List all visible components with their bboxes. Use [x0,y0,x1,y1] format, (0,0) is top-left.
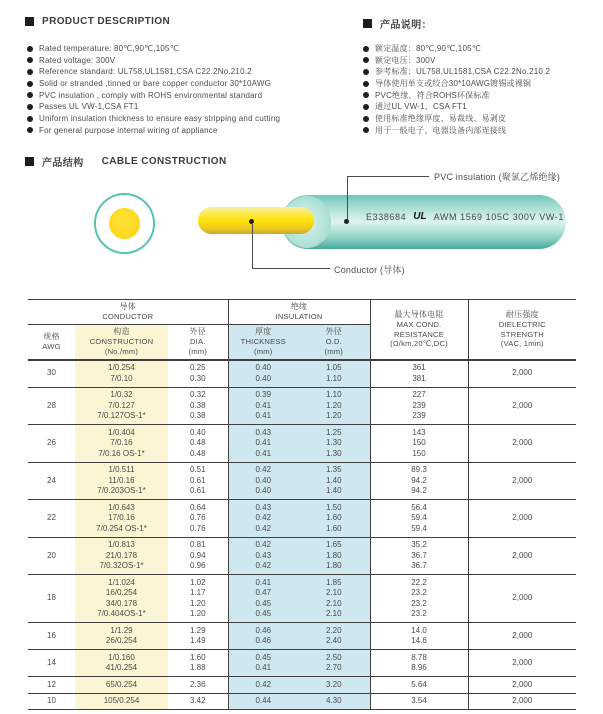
thickness-header: 厚度 THICKNESS (mm) [228,324,298,360]
spec-row-awg-24 [28,462,576,500]
bullet-icon [27,104,33,110]
conductor-group-header [28,300,228,325]
conductor-group-en: CONDUCTOR [102,312,154,321]
od-cell: 1.05 1.10 [298,360,370,388]
conductor-label: Conductor (导体) [334,265,405,275]
bullet-text: Solid or stranded ,tinned or bare copper conductor 30*10AWG [39,79,272,89]
conductor-leader-dot [249,219,254,224]
thickness-cell: 0.42 0.40 0.40 [228,462,298,500]
construction-cell: 105/0.254 [75,693,168,710]
bullet-icon [363,104,369,110]
conductor-leader-vline [252,224,253,269]
bullet-text: Rated voltage: 300V [39,55,116,65]
cable-construction-title [25,154,227,169]
construction-cell: 1/1.024 16/0.254 34/0.178 7/0.404OS-1* [75,575,168,623]
resistance-cell: 361 381 [370,360,468,388]
resistance-cell: 14.0 14.6 [370,623,468,650]
spec-row-awg-20 [28,537,576,575]
bullet-icon [27,46,33,52]
awg-cell: 26 [28,425,75,463]
insulation-group-header [228,300,370,325]
cable-conductor [198,207,314,234]
resistance-header: 最大导体电阻 MAX.COND. RESISTANCE (Ω/km,20℃,DC) [370,300,468,360]
construction-cell: 1/1.29 26/0.254 [75,623,168,650]
dia-cell: 1.29 1.49 [168,623,228,650]
dielectric-cell: 2,000 [468,425,576,463]
resistance-cell: 3.54 [370,693,468,710]
bullet-item [363,56,550,65]
od-cell: 2.50 2.70 [298,650,370,677]
bullet-icon [27,69,33,75]
resistance-cell: 22.2 23.2 23.2 23.2 [370,575,468,623]
bullet-item [27,126,280,135]
thickness-cell: 0.40 0.40 [228,360,298,388]
pvc-insulation-label: PVC insulation (聚氯乙烯绝缘) [434,172,561,182]
dielectric-cell: 2,000 [468,537,576,575]
spec-row-awg-14 [28,650,576,677]
bullet-item [363,114,550,123]
spec-row-awg-30 [28,360,576,388]
bullet-text: PVC insulation , comply with ROHS environmental standard [39,90,263,100]
awg-cell: 24 [28,462,75,500]
bullet-icon [27,81,33,87]
od-cell: 2.20 2.40 [298,623,370,650]
bullet-icon [363,57,369,63]
product-description-cn-title [363,16,432,31]
bullet-item [363,67,550,76]
bullet-icon [363,81,369,87]
bullet-text: PVC绝缘，符合ROHS环保标准 [375,90,490,100]
thickness-cell: 0.45 0.41 [228,650,298,677]
insulation-group-en: INSULATION [275,312,323,321]
dia-header: 外径 DIA. (mm) [168,324,228,360]
conductor-core-circle [109,208,140,239]
resistance-cell: 56.4 59.4 59.4 [370,500,468,538]
spec-row-awg-22 [28,500,576,538]
product-description-cn-title-text: 产品说明： [380,20,432,31]
od-cell: 1.85 2.10 2.10 2.10 [298,575,370,623]
thickness-cell: 0.39 0.41 0.41 [228,387,298,425]
bullet-text: 使用标准绝缘厚度、易裁线、易剥皮 [375,114,507,124]
bullet-item [27,79,280,88]
construction-cell: 1/0.511 11/0.16 7/0.203OS-1* [75,462,168,500]
bullet-item [363,44,550,53]
bullet-text: 导体使用单支或绞合30*10AWG镀锡或裸铜 [375,79,532,89]
spec-row-awg-26 [28,425,576,463]
bullet-icon [27,92,33,98]
thickness-cell: 0.42 [228,677,298,694]
product-description-title-text: PRODUCT DESCRIPTION [42,16,171,27]
dia-cell: 2.36 [168,677,228,694]
thickness-cell: 0.41 0.47 0.45 0.45 [228,575,298,623]
resistance-cell: 35.2 36.7 36.7 [370,537,468,575]
bullet-icon [363,116,369,122]
bullet-text: Reference standard: UL758,UL1581,CSA C22.2No.210.2 [39,67,252,77]
dielectric-cell: 2,000 [468,693,576,710]
dielectric-cell: 2,000 [468,387,576,425]
insulation-group-cn: 绝缘 [290,302,308,311]
bullet-item [363,126,550,135]
bullet-item [27,91,280,100]
dielectric-cell: 2,000 [468,575,576,623]
product-description-cn-list [363,44,550,135]
construction-header: 构造 CONSTRUCTION (No./mm) [75,324,168,360]
bullet-text: Rated temperature: 80℃,90℃,105℃ [39,44,179,53]
dielectric-cell: 2,000 [468,650,576,677]
product-description-title [25,16,170,27]
spec-table-body [28,360,576,710]
od-cell: 1.25 1.30 1.30 [298,425,370,463]
awg-cell: 12 [28,677,75,694]
bullet-icon [363,127,369,133]
bullet-text: 参考标准：UL758,UL1581,CSA C22.2No.210.2 [375,67,551,77]
construction-cell: 1/0.643 17/0.16 7/0.254 OS-1* [75,500,168,538]
thickness-cell: 0.43 0.42 0.42 [228,500,298,538]
resistance-cell: 5.64 [370,677,468,694]
cable-cert-number: E338684 [366,211,407,222]
pvc-leader-dot [344,219,349,224]
dielectric-cell: 2,000 [468,677,576,694]
bullet-text: 通过UL VW-1、CSA FT1 [375,102,467,112]
cable-print-text [366,211,564,222]
od-cell: 1.10 1.20 1.20 [298,387,370,425]
awg-cell: 20 [28,537,75,575]
bullet-item [27,67,280,76]
awg-header: 规格 AWG [28,324,75,360]
square-bullet-icon [25,17,34,26]
bullet-text: Uniform insulation thickness to ensure easy stripping and cutting [39,114,281,124]
awg-cell: 30 [28,360,75,388]
pvc-leader-vline [347,176,348,222]
bullet-item [363,102,550,111]
dia-cell: 0.81 0.94 0.96 [168,537,228,575]
construction-title-en: CABLE CONSTRUCTION [101,156,227,167]
resistance-cell: 8.78 8.96 [370,650,468,677]
awg-cell: 28 [28,387,75,425]
spec-row-awg-10 [28,693,576,710]
bullet-icon [27,57,33,63]
bullet-icon [27,127,33,133]
bullet-icon [27,116,33,122]
od-header: 外径 O.D. (mm) [298,324,370,360]
spec-table [28,299,576,710]
dia-cell: 0.25 0.30 [168,360,228,388]
awg-cell: 16 [28,623,75,650]
resistance-cell: 143 150 150 [370,425,468,463]
construction-cell: 1/0.404 7/0.16 7/0.16 OS-1* [75,425,168,463]
bullet-item [27,102,280,111]
dielectric-cell: 2,000 [468,462,576,500]
bullet-text: 用于一般电子、电器设备内部连接线 [375,125,507,135]
cable-spec-text: AWM 1569 105C 300V VW-1 [433,211,564,222]
construction-cell: 1/0.254 7/0.10 [75,360,168,388]
awg-cell: 10 [28,693,75,710]
conductor-leader-hline [252,268,330,269]
cable-cross-section [94,193,155,254]
product-description-list [27,44,280,135]
pvc-leader-hline [347,176,429,177]
bullet-icon [363,92,369,98]
dielectric-cell: 2,000 [468,623,576,650]
thickness-cell: 0.46 0.46 [228,623,298,650]
dia-cell: 1.02 1.17 1.20 1.20 [168,575,228,623]
bullet-item [27,114,280,123]
square-bullet-icon [363,19,372,28]
bullet-text: Passes UL VW-1,CSA FT1 [39,102,139,112]
bullet-text: 额定温度：80℃,90℃,105℃ [375,44,481,53]
od-cell: 1.35 1.40 1.40 [298,462,370,500]
resistance-cell: 227 239 239 [370,387,468,425]
dielectric-cell: 2,000 [468,360,576,388]
bullet-item [363,91,550,100]
bullet-item [27,44,280,53]
resistance-cell: 89.3 94.2 94.2 [370,462,468,500]
bullet-item [27,56,280,65]
dia-cell: 3.42 [168,693,228,710]
spec-row-awg-12 [28,677,576,694]
construction-cell: 65/0.254 [75,677,168,694]
dielectric-cell: 2,000 [468,500,576,538]
ul-logo: UL [413,211,427,222]
od-cell: 3.20 [298,677,370,694]
od-cell: 4.30 [298,693,370,710]
spec-row-awg-16 [28,623,576,650]
dia-cell: 1.60 1.88 [168,650,228,677]
thickness-cell: 0.43 0.41 0.41 [228,425,298,463]
bullet-icon [363,46,369,52]
construction-title-cn: 产品结构 [42,158,84,169]
bullet-item [363,79,550,88]
construction-cell: 1/0.32 7/0.127 7/0.127OS-1* [75,387,168,425]
spec-row-awg-18 [28,575,576,623]
dia-cell: 0.51 0.61 0.61 [168,462,228,500]
thickness-cell: 0.42 0.43 0.42 [228,537,298,575]
table-header-group-row [28,300,576,325]
od-cell: 1.65 1.80 1.80 [298,537,370,575]
bullet-icon [363,69,369,75]
thickness-cell: 0.44 [228,693,298,710]
awg-cell: 22 [28,500,75,538]
awg-cell: 14 [28,650,75,677]
dia-cell: 0.40 0.48 0.48 [168,425,228,463]
spec-row-awg-28 [28,387,576,425]
bullet-text: 额定电压：300V [375,55,436,65]
od-cell: 1.50 1.60 1.60 [298,500,370,538]
construction-cell: 1/0.813 21/0.178 7/0.32OS-1* [75,537,168,575]
awg-cell: 18 [28,575,75,623]
construction-cell: 1/0.160 41/0.254 [75,650,168,677]
conductor-group-cn: 导体 [119,302,136,311]
dia-cell: 0.64 0.76 0.76 [168,500,228,538]
dia-cell: 0.32 0.38 0.38 [168,387,228,425]
dielectric-header: 耐压强度 DIELECTRIC STRENGTH (VAC, 1min) [468,300,576,360]
square-bullet-icon [25,157,34,166]
bullet-text: For general purpose internal wiring of appliance [39,125,218,135]
